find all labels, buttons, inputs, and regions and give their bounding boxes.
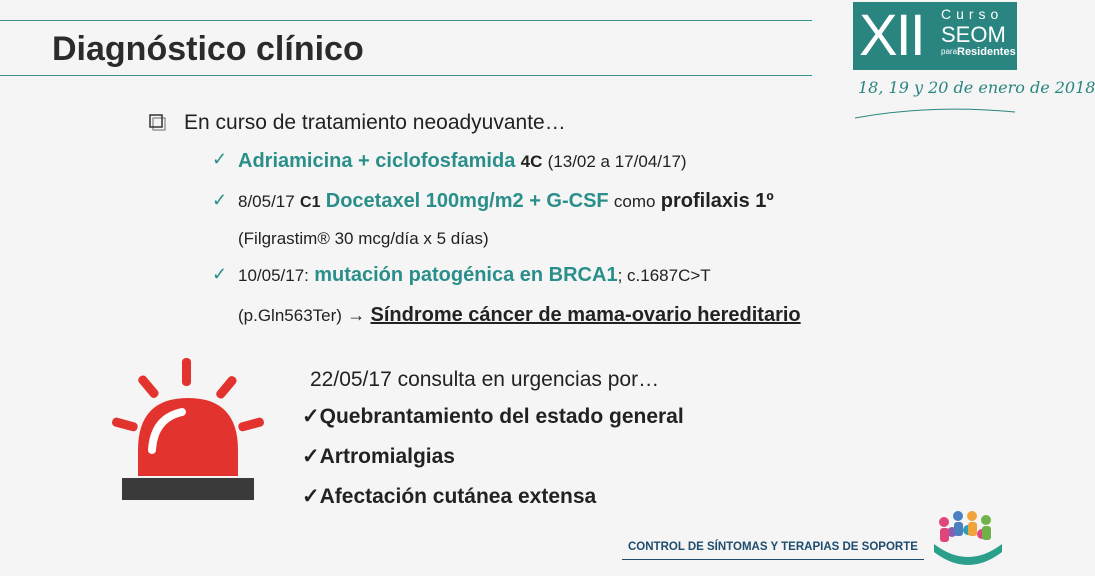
item3-date: 10/05/17:: [238, 266, 309, 285]
item2-prophylaxis: profilaxis 1º: [660, 190, 774, 212]
page-title: Diagnóstico clínico: [52, 30, 364, 68]
logo-roman: XII: [859, 3, 924, 68]
checkmark-icon: ✓: [302, 485, 320, 508]
item3-mutation: mutación patogénica en BRCA1: [314, 264, 618, 286]
logo-curso: Curso: [941, 6, 1004, 22]
treatment-item-2: [238, 190, 774, 213]
treatment-item-3: [238, 264, 711, 287]
item2-detail: (Filgrastim® 30 mcg/día x 5 días): [238, 229, 489, 248]
item1-cycles: 4C: [520, 152, 543, 171]
footer-line: [622, 559, 924, 560]
community-people-icon: [930, 508, 1006, 570]
item2-drug: Docetaxel 100mg/m2 + G-CSF: [325, 190, 609, 212]
symptom-label: Quebrantamiento del estado general: [319, 405, 684, 428]
footer-text: CONTROL DE SÍNTOMAS Y TERAPIAS DE SOPORTE: [628, 541, 918, 553]
logo-seom: SEOM: [941, 22, 1006, 47]
arrow-right-icon: →: [347, 305, 366, 325]
urgency-intro: 22/05/17 consulta en urgencias por…: [310, 368, 660, 391]
item3-protein: (p.Gln563Ter): [238, 306, 342, 325]
item1-drugs: Adriamicina + ciclofosfamida: [238, 150, 516, 172]
checkmark-icon: ✓: [212, 264, 228, 284]
checkbox-square-icon: [149, 114, 165, 130]
header-top-line: [0, 20, 812, 21]
item3-line2: [238, 304, 801, 327]
symptom-item: [302, 484, 596, 509]
seom-logo: [853, 2, 1017, 70]
item2-date: 8/05/17: [238, 192, 295, 211]
header-bottom-line: [0, 75, 812, 76]
checkmark-icon: ✓: [302, 445, 320, 468]
checkmark-icon: ✓: [212, 190, 228, 210]
item3-syndrome: Síndrome cáncer de mama-ovario hereditario: [370, 304, 801, 326]
section-heading: En curso de tratamiento neoadyuvante…: [184, 111, 566, 134]
logo-underline: [850, 96, 1020, 126]
treatment-item-1: [238, 150, 687, 173]
symptom-item: [302, 444, 455, 469]
item3-cdna: ; c.1687C>T: [617, 266, 711, 285]
logo-para: para: [941, 47, 958, 56]
symptom-label: Afectación cutánea extensa: [319, 485, 597, 508]
item2-cycle: C1: [300, 194, 321, 211]
logo-dates: 18, 19 y 20 de enero de 2018: [858, 78, 1095, 97]
symptom-item: [302, 404, 684, 429]
checkmark-icon: ✓: [302, 405, 320, 428]
item1-dates: (13/02 a 17/04/17): [547, 152, 687, 171]
item2-como: como: [613, 192, 656, 211]
alarm-light-icon: [108, 352, 268, 504]
symptom-label: Artromialgias: [319, 445, 455, 468]
checkmark-icon: ✓: [212, 149, 228, 169]
logo-residentes: Residentes: [957, 46, 1016, 58]
